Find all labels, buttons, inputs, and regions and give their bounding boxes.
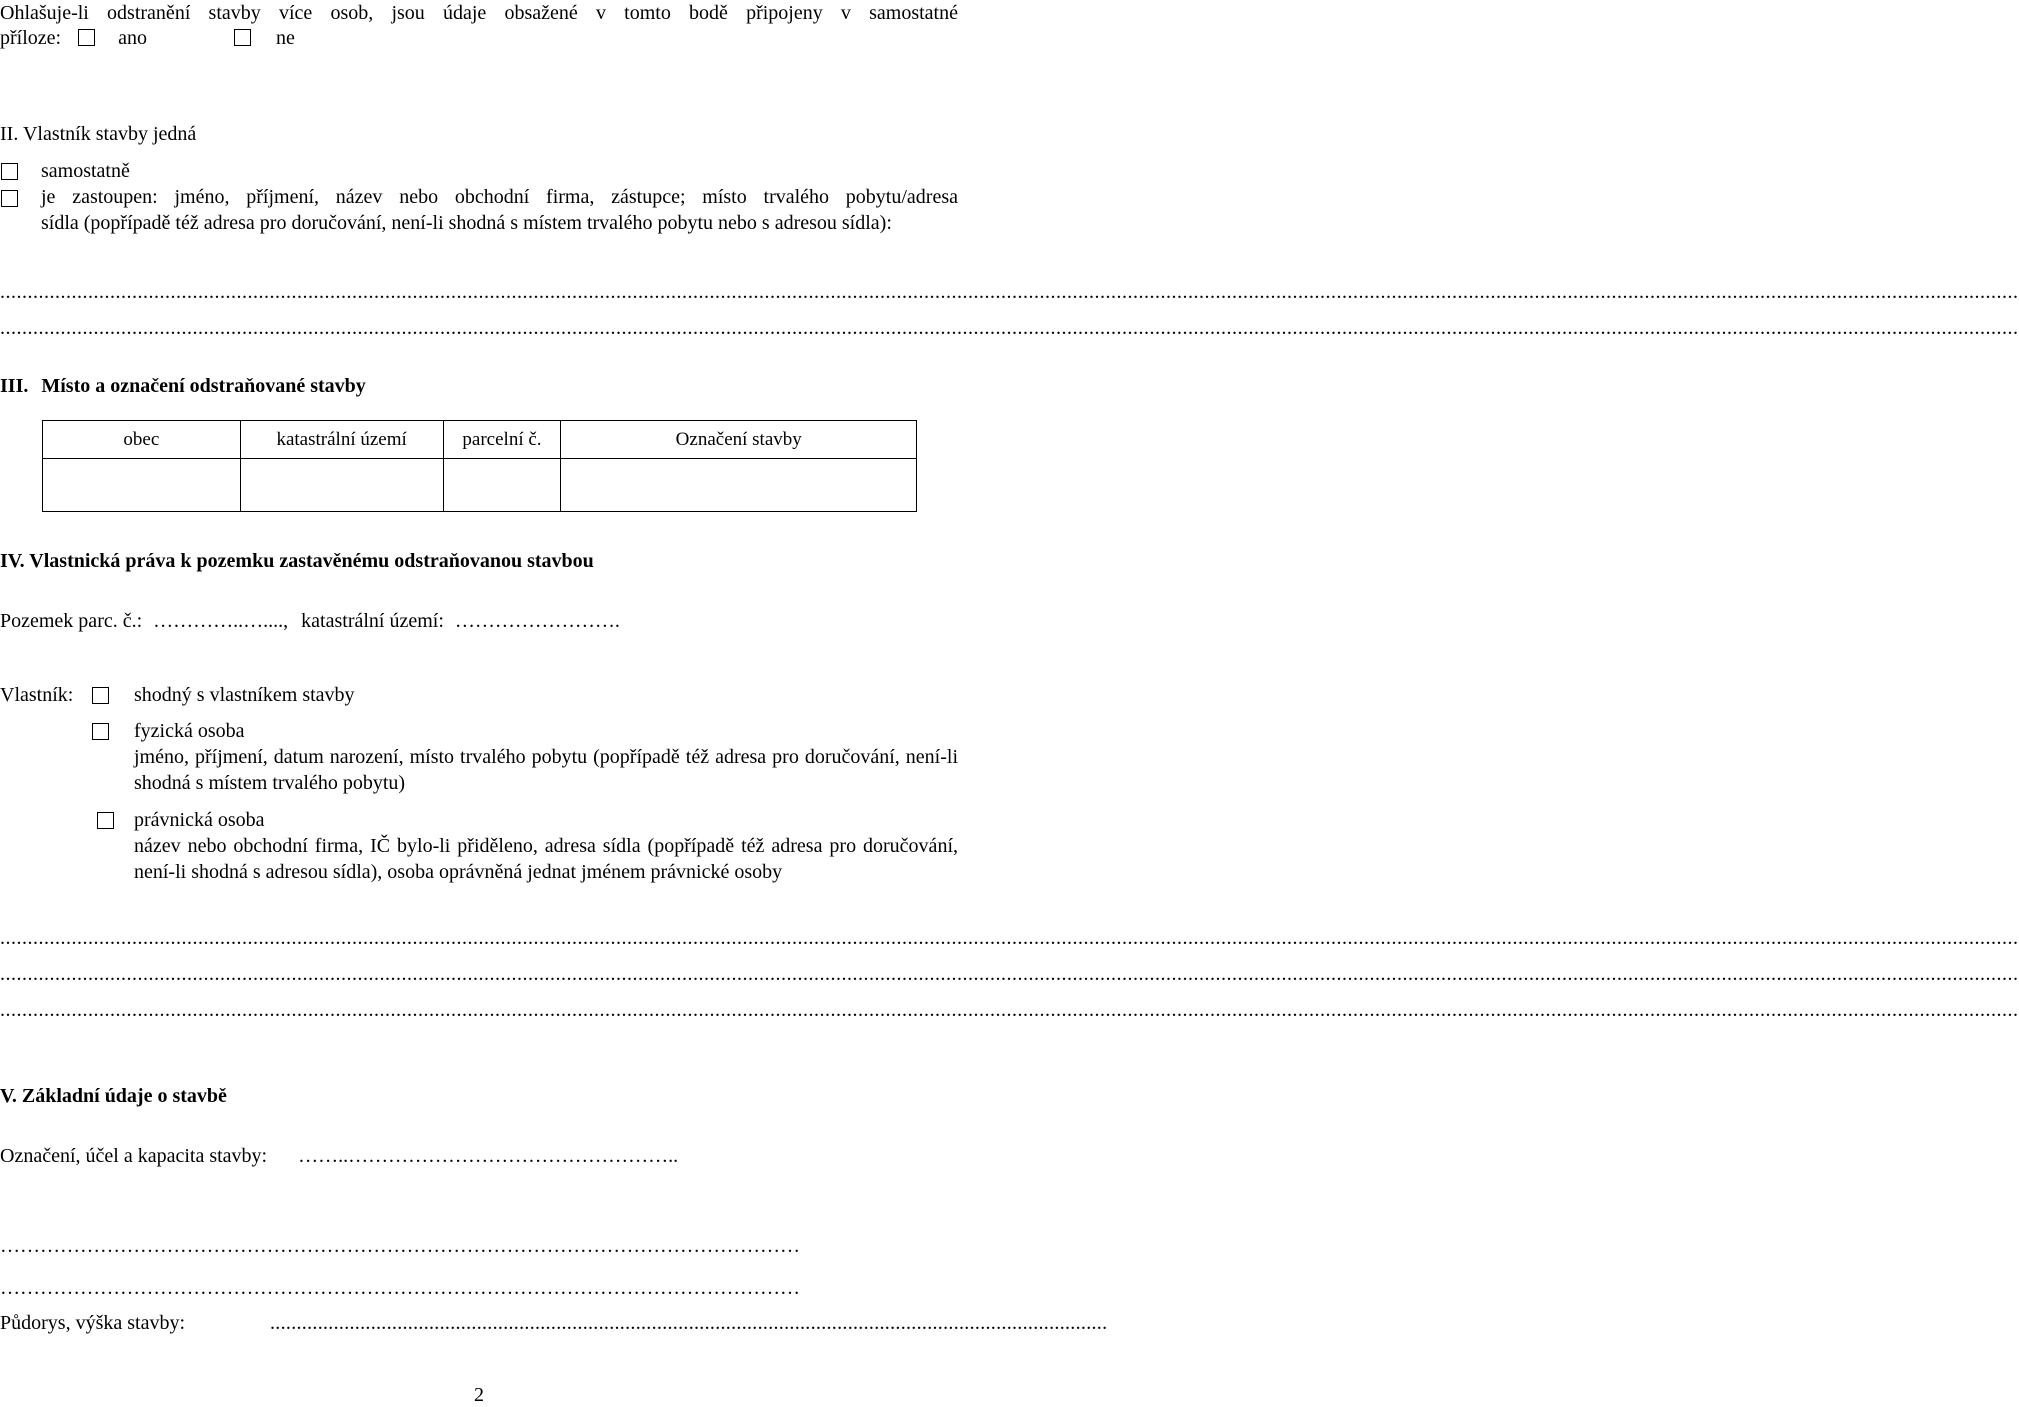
acts-alone-label: samostatně	[41, 160, 130, 182]
section-2-heading: II. Vlastník stavby jedná	[0, 123, 197, 145]
building-designation-cell[interactable]	[561, 459, 917, 512]
section-3-number: III.	[0, 375, 29, 397]
column-building-designation: Označení stavby	[561, 421, 917, 459]
attachment-yes-label: ano	[118, 27, 147, 49]
attachment-choice	[0, 26, 295, 50]
floor-plan-label: Půdorys, výška stavby:	[0, 1312, 185, 1334]
page-number: 2	[474, 1384, 484, 1406]
owner-same-label: shodný s vlastníkem stavby	[134, 684, 355, 706]
section-4-heading: IV. Vlastnická práva k pozemku zastavěnému odstraňovanou stavbou	[0, 550, 594, 572]
section-3-heading	[0, 374, 366, 398]
owner-dotted-line-3[interactable]: ...............................................................................................................................................................................................................................................................................................................................................................................	[0, 999, 2019, 1021]
owner-legal-description: název nebo obchodní firma, IČ bylo-li přiděleno, adresa sídla (popřípadě též adresa pro doručování, není-li shodná s adresou sídla), osoba oprávněná jednat jménem právnické osoby	[134, 835, 958, 883]
owner-natural-checkbox[interactable]	[92, 723, 109, 740]
floor-plan-value[interactable]: ..............................................................................................................................................................	[270, 1312, 1108, 1334]
column-parcel-number: parcelní č.	[443, 421, 561, 459]
purpose-value[interactable]: ……..…………………………………………..	[298, 1145, 679, 1167]
cadastral-value[interactable]: …………………….	[454, 610, 620, 632]
cadastral-area-cell[interactable]	[240, 459, 443, 512]
purpose-line-3[interactable]: …………………………………………………………………………………………………………	[0, 1277, 800, 1299]
purpose-line	[0, 1144, 678, 1168]
owner-dotted-line-2[interactable]: ...............................................................................................................................................................................................................................................................................................................................................................................	[0, 963, 2019, 985]
purpose-label: Označení, účel a kapacita stavby:	[0, 1145, 268, 1167]
represented-label-rest: sídla (popřípadě též adresa pro doručování, není-li shodná s místem trvalého pobytu nebo s adresou sídla):	[41, 212, 892, 234]
location-table-header	[43, 421, 917, 459]
attachment-no-label: ne	[275, 27, 295, 49]
cadastral-label: katastrální území:	[301, 610, 444, 632]
owner-legal-checkbox[interactable]	[97, 812, 114, 829]
representative-dotted-line-2[interactable]: ...............................................................................................................................................................................................................................................................................................................................................................................	[0, 317, 2019, 339]
attachment-statement: Ohlašuje-li odstranění stavby více osob, jsou údaje obsažené v tomto bodě připojeny v samostatné	[0, 2, 958, 24]
column-cadastral-area: katastrální území	[240, 421, 443, 459]
floor-plan-line	[0, 1311, 1108, 1335]
purpose-line-2[interactable]: …………………………………………………………………………………………………………	[0, 1235, 800, 1257]
parcel-line	[0, 609, 620, 633]
acts-alone-checkbox[interactable]	[1, 163, 18, 180]
parcel-number-cell[interactable]	[443, 459, 561, 512]
section-3-title: Místo a označení odstraňované stavby	[41, 375, 366, 397]
municipality-cell[interactable]	[43, 459, 241, 512]
attachment-choice-label: příloze:	[0, 27, 62, 49]
column-municipality: obec	[43, 421, 241, 459]
location-table-row	[43, 459, 917, 512]
section-5-heading: V. Základní údaje o stavbě	[0, 1085, 227, 1107]
owner-label: Vlastník:	[0, 684, 74, 706]
represented-label-line1: je zastoupen: jméno, příjmení, název nebo obchodní firma, zástupce; místo trvalého pobytu/adresa	[41, 186, 958, 208]
location-table	[42, 420, 917, 512]
owner-natural-label: fyzická osoba	[134, 720, 245, 742]
attachment-no-checkbox[interactable]	[234, 29, 251, 46]
owner-legal-label: právnická osoba	[134, 809, 265, 831]
owner-same-checkbox[interactable]	[92, 687, 109, 704]
owner-natural-description: jméno, příjmení, datum narození, místo trvalého pobytu (popřípadě též adresa pro doručování, není-li shodná s místem trvalého pobytu)	[134, 746, 958, 794]
represented-checkbox[interactable]	[1, 190, 18, 207]
attachment-yes-checkbox[interactable]	[78, 29, 95, 46]
parcel-label: Pozemek parc. č.:	[0, 610, 143, 632]
owner-dotted-line-1[interactable]: ...............................................................................................................................................................................................................................................................................................................................................................................	[0, 927, 2019, 949]
representative-dotted-line-1[interactable]: ...............................................................................................................................................................................................................................................................................................................................................................................	[0, 281, 2019, 303]
parcel-value[interactable]: …………..…....,	[153, 610, 289, 632]
